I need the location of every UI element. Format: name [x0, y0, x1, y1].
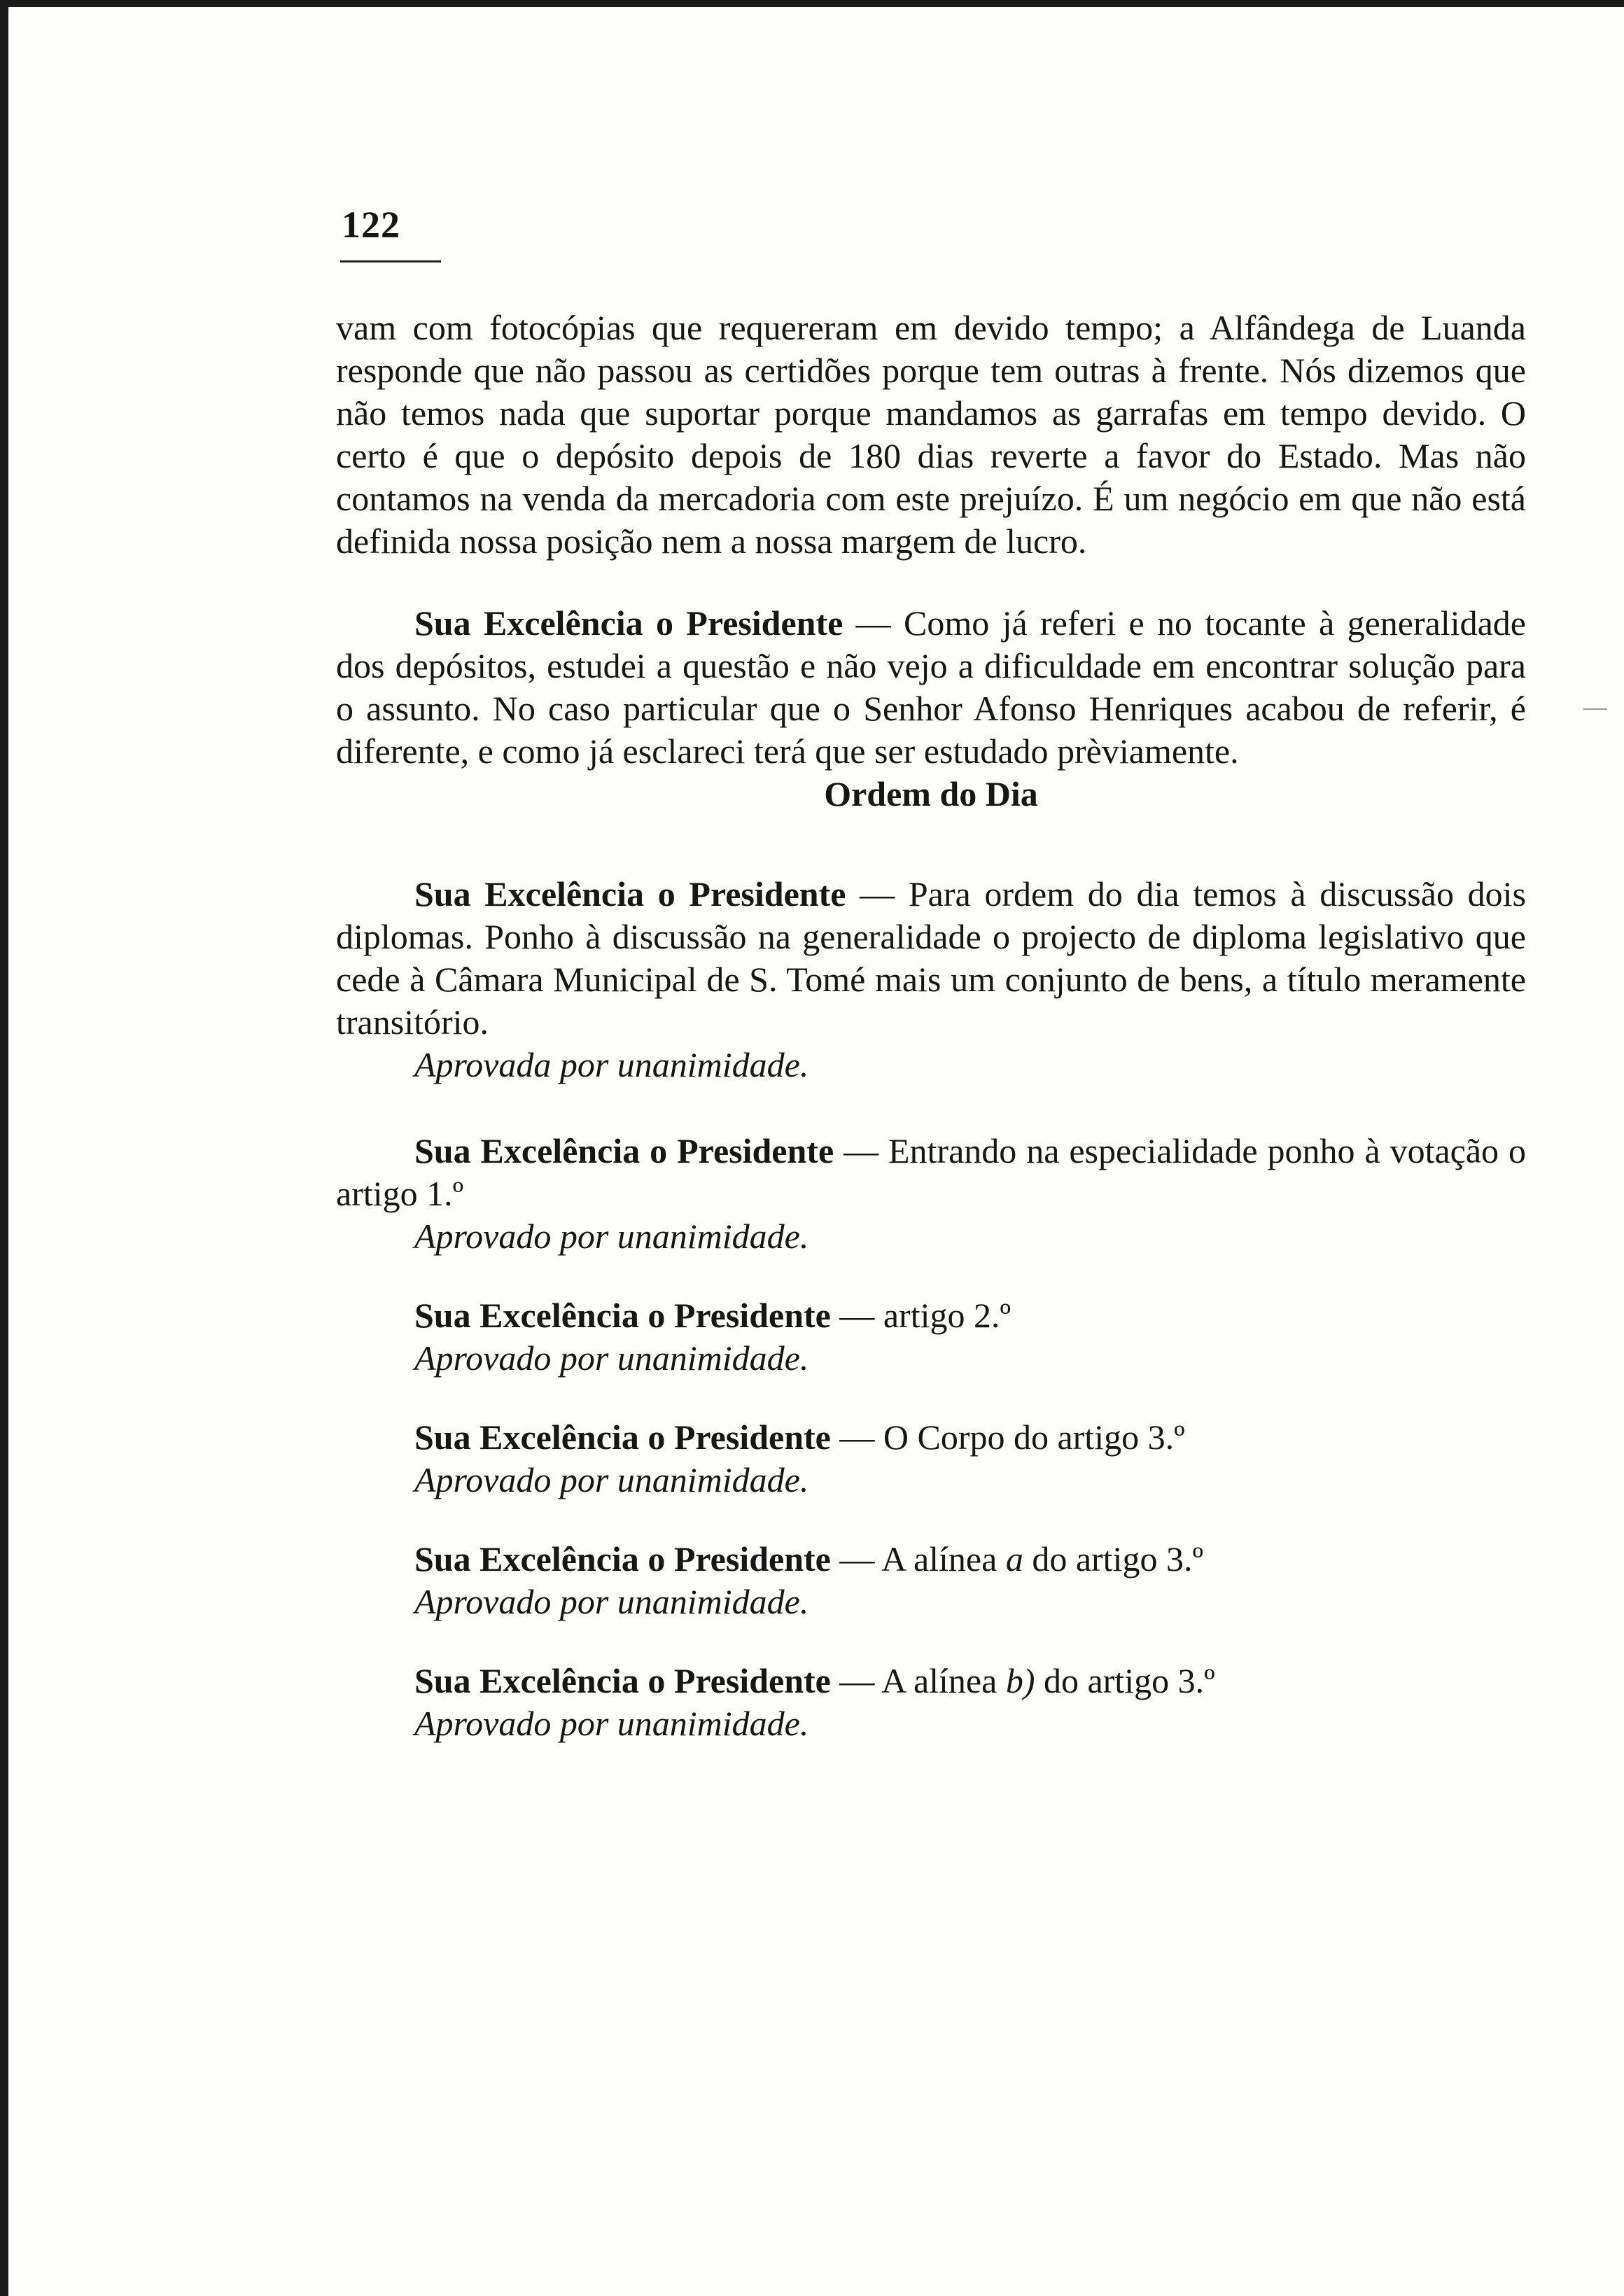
speaker-name: Sua Excelência o Presidente	[414, 603, 844, 643]
page-number-underline	[340, 260, 441, 262]
speech-text: — A alínea	[830, 1539, 1006, 1578]
page-number: 122	[342, 204, 400, 246]
scan-left-edge	[0, 0, 8, 2296]
speech-text: — A alínea	[830, 1661, 1006, 1700]
scan-top-edge	[0, 0, 1624, 7]
vote-result-3: Aprovado por unanimidade.	[414, 1338, 809, 1378]
speaker-name: Sua Excelência o Presidente	[414, 1418, 831, 1457]
speech-text: — artigo 2.º	[830, 1296, 1011, 1335]
speaker-name: Sua Excelência o Presidente	[414, 1661, 831, 1700]
speech-text: do artigo 3.º	[1035, 1661, 1215, 1700]
vote-result-4: Aprovado por unanimidade.	[414, 1460, 809, 1499]
vote-result-2: Aprovado por unanimidade.	[414, 1217, 809, 1256]
paragraph-continuation: vam com fotocópias que requereram em devido tempo; a Alfândega de Luanda responde que não passou as certidões porque tem outras à frente. Nós dizemos que não temos nada que suportar porque mandamos as garrafas em tempo devido. O certo é que o depósito depois de 180 dias reverte a favor do Estado. Mas não contamos na venda da mercadoria com este prejuízo. É um negócio em que não está definida nossa posição nem a nossa margem de lucro.	[336, 308, 1526, 561]
paragraph-president-5	[336, 1416, 1526, 1459]
vote-result-6: Aprovado por unanimidade.	[414, 1704, 809, 1743]
paragraph-president-2	[336, 873, 1526, 1044]
speech-italic: a	[1005, 1539, 1023, 1578]
speech-text: — O Corpo do artigo 3.º	[830, 1418, 1185, 1457]
vote-result-5: Aprovado por unanimidade.	[414, 1582, 809, 1621]
speech-text: — Entrando na especialidade ponho à votação o artigo 1.º	[336, 1131, 1526, 1213]
paragraph-president-3	[336, 1130, 1526, 1215]
body-text	[336, 307, 1526, 1745]
speech-text: — Para ordem do dia temos à discussão dois diplomas. Ponho à discussão na generalidade o projecto de diploma legislativo que cede à Câmara Municipal de S. Tomé mais um conjunto de bens, a título meramente transitório.	[336, 874, 1526, 1042]
speaker-name: Sua Excelência o Presidente	[414, 1296, 831, 1335]
speaker-name: Sua Excelência o Presidente	[414, 874, 846, 913]
speech-text: do artigo 3.º	[1023, 1539, 1203, 1578]
paragraph-president-7	[336, 1660, 1526, 1702]
margin-mark	[1583, 708, 1607, 710]
section-heading: Ordem do Dia	[824, 774, 1038, 813]
vote-result-1: Aprovada por unanimidade.	[414, 1045, 809, 1084]
speech-text: — Como já referi e no tocante à generalidade dos depósitos, estudei a questão e não vejo a dificuldade em encontrar solução para o assunto. No caso particular que o Senhor Afonso Henriques acabou de referir, é diferente, e como já esclareci terá que ser estudado prèviamente.	[336, 603, 1526, 771]
paragraph-president-4	[336, 1294, 1526, 1337]
speech-italic: b)	[1005, 1661, 1035, 1700]
speaker-name: Sua Excelência o Presidente	[414, 1539, 831, 1578]
paragraph-president-6	[336, 1538, 1526, 1581]
speaker-name: Sua Excelência o Presidente	[414, 1131, 834, 1170]
paragraph-president-1	[336, 602, 1526, 773]
